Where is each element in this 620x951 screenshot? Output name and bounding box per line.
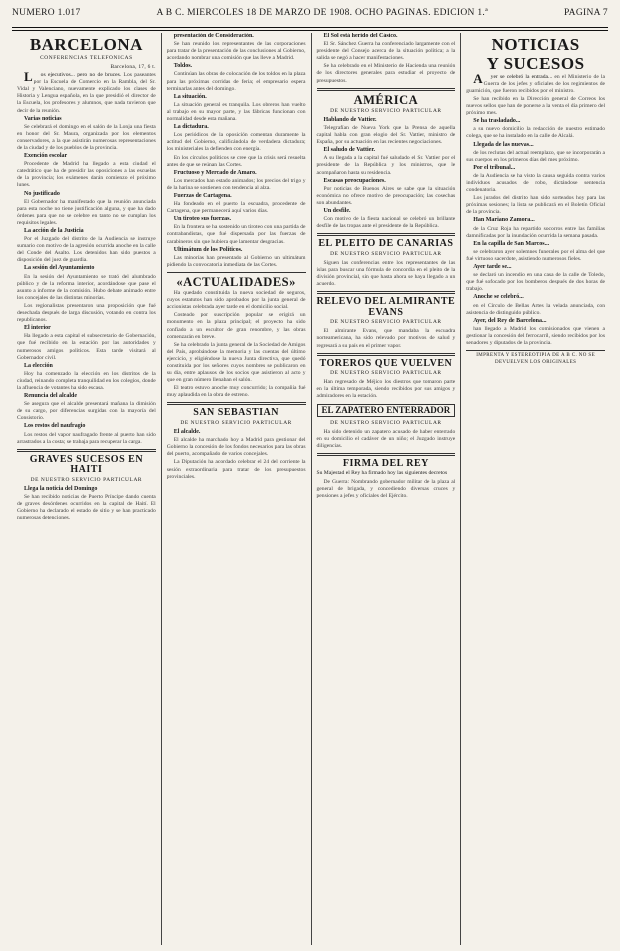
- article-paragraph: Los mercados han estado animados; los precios del trigo y de la harina se sostienen con tendencia al alza.: [166, 177, 306, 191]
- section-subtitle-haiti: DE NUESTRO SERVICIO PARTICULAR: [30, 476, 143, 483]
- section-subtitle-pleito: DE NUESTRO SERVICIO PARTICULAR: [330, 250, 442, 257]
- article-heading: Un tiroteo sus fuerzas.: [173, 216, 231, 223]
- article-paragraph: Continúan las obras de colocación de los toldos en la plaza para las próximas corridas de feria; el empresario espera terminarlas antes del domingo.: [166, 71, 306, 92]
- article-paragraph: Se han recibido noticias de Puerto Príncipe dando cuenta de graves desórdenes ocurridos en la capital de Haití. El Gobierno ha declarado el estado de sitio y se han practicado numerosas detenciones.: [17, 493, 156, 522]
- article-heading: Llegada de las nuevas...: [473, 141, 534, 148]
- dateline: Barcelona, 17, 6 t.: [110, 63, 156, 70]
- section-title-relevo-evans: RELEVO DEL ALMIRANTE EVANS: [316, 296, 456, 318]
- article-paragraph: La Diputación ha acordado celebrar el 24 del corriente la sesión extraordinaria para tratar de los presupuestos provinciales.: [166, 459, 306, 480]
- section-title-san-sebastian: SAN SEBASTIAN: [193, 407, 279, 419]
- article-paragraph: Costeado por suscripción popular se erigirá un monumento en la plaza principal; el proyecto ha sido confiado a un escultor de gran renombre, y las obras comenzarán en breve.: [166, 312, 306, 340]
- columns: [12, 33, 610, 945]
- article-paragraph: Se asegura que el alcalde presentará mañana la dimisión de su cargo, por diferencias surgidas con la mayoría del Consistorio.: [17, 401, 156, 422]
- article-heading: Ayer tarde se...: [473, 264, 512, 271]
- section-divider: [167, 402, 306, 405]
- article-heading: Fructuoso y Mercado de Amaro.: [173, 169, 257, 176]
- section-divider: [317, 291, 456, 294]
- article-heading: Varias noticias: [24, 115, 62, 122]
- article-paragraph: de la Audiencia se ha visto la causa seguida contra varios individuos acusados de robo, dictándose sentencia condenatoria.: [466, 172, 605, 194]
- article-paragraph: En los círculos políticos se cree que la crisis será resuelta antes de que se reúnan las Cortes.: [166, 154, 306, 168]
- article-heading: Los restos del naufragio: [24, 423, 86, 430]
- article-heading: Hablando de Vattier.: [323, 116, 377, 123]
- section-subtitle-relevo: DE NUESTRO SERVICIO PARTICULAR: [330, 319, 442, 326]
- page-number: PAGINA 7: [563, 8, 608, 18]
- article-paragraph: Procedente de Madrid ha llegado a esta ciudad el catedrático que ha de presidir las oposiciones a las escuelas de la provincia; los exámenes darán comienzo el próximo lunes.: [17, 161, 156, 189]
- article-paragraph: Se han recibido en la Dirección general de Correos los nuevos sellos que han de ponerse a la venta el día primero del próximo mes.: [466, 95, 605, 117]
- section-divider: [167, 272, 306, 273]
- issue-number: NUMERO 1.017: [12, 8, 81, 18]
- article-paragraph: Ha llegado a esta capital el subsecretario de Gobernación, que fué recibido en la estación por las autoridades y numerosos amigos políticos. Esta tarde visitará al Gobernador civil.: [17, 333, 156, 361]
- section-subtitle-san-sebastian: DE NUESTRO SERVICIO PARTICULAR: [180, 419, 292, 426]
- section-subtitle-toreros: DE NUESTRO SERVICIO PARTICULAR: [330, 370, 442, 377]
- section-title-firma-rey: FIRMA DEL REY: [342, 457, 429, 469]
- article-paragraph: Con motivo de la fiesta nacional se celebró un brillante desfile de las tropas ante el presidente de la República.: [316, 216, 456, 230]
- article-paragraph: La situación general es tranquila. Los obreros han vuelto al trabajo en su mayor parte, y las fábricas funcionan con normalidad desde esta mañana.: [166, 101, 306, 123]
- article-heading: Anoche se celebró...: [473, 294, 524, 301]
- article-heading: Han Mariano Zamora...: [473, 217, 535, 224]
- article-paragraph: Las minorías han presentado al Gobierno un ultimátum pidiendo la convocatoria inmediata de las Cortes.: [166, 254, 306, 268]
- article-paragraph: Los jurados del distrito han sido sorteados hoy para las próximas sesiones; la lista se publicará en el Boletín Oficial de la provincia.: [466, 195, 605, 216]
- article-paragraph: En la sesión del Ayuntamiento se trató del alumbrado público y de la reforma interior, acordándose que pase el asunto a informe de la comisión. Hubo debate animado entre los concejales de las distintas minorías.: [17, 273, 156, 301]
- section-subtitle-conferencias: CONFERENCIAS TELEFONICAS: [40, 54, 133, 61]
- article-heading: La acción de la Justicia: [24, 228, 84, 234]
- article-heading: Llega la noticia del Domingo: [24, 485, 98, 492]
- section-title-toreros: TOREROS QUE VUELVEN: [319, 357, 453, 369]
- article-heading: No justificado: [24, 190, 60, 197]
- article-heading: Renuncia del alcalde: [24, 393, 78, 400]
- article-paragraph: Se ha celebrado en el Ministerio de Hacienda una reunión de los directores generales para estudiar el proyecto de presupuestos.: [316, 63, 456, 84]
- article-heading: Toldos.: [173, 63, 193, 70]
- section-title-haiti: GRAVES SUCESOS EN HAITI: [29, 453, 144, 476]
- column-3: [312, 33, 462, 945]
- article-heading: Escasas preocupaciones.: [323, 177, 386, 184]
- section-divider: [317, 353, 456, 356]
- article-paragraph: Ha quedado constituida la nueva sociedad de seguros, cuyos estatutos han sido aprobados por la junta general de accionistas celebrada ayer tarde en el domicilio social.: [166, 290, 306, 311]
- article-heading: Fuerzas de Cartagena.: [173, 192, 232, 199]
- article-paragraph: Se celebrará el domingo en el salón de la Lonja una fiesta en honor del Sr. Maura, organizada por los elementos conservadores, a la que asistirán numerosas representaciones de la ciudad y de los pueblos de la provincia.: [17, 123, 156, 151]
- article-heading: Por el tribunal...: [473, 164, 516, 171]
- article-paragraph: Ha sido detenido un zapatero acusado de haber enterrado en su domicilio el cadáver de un niño; el Juzgado instruye diligencias.: [316, 428, 456, 449]
- article-paragraph: El Gobernador ha manifestado que la reunión anunciada para esta noche no tiene justificación alguna, y que ha dado órdenes para que no se celebre en tanto no se cumplan los requisitos legales.: [17, 198, 156, 226]
- article-paragraph: El teatro estuvo anoche muy concurrido; la compañía fué muy aplaudida en la obra de estreno.: [166, 385, 306, 399]
- article-paragraph: Ayer se celebró la entrada... en el Ministerio de la Guerra de los jefes y oficiales de los regimientos de guarnición, que fueron recibidos por el ministro.: [466, 70, 606, 94]
- article-heading: Ultimátum de los Políticos.: [173, 246, 243, 253]
- article-paragraph: Los ejecutivos... pero no de bruces. Los paseantes por la Escuela de Comercio en la Rambla, del Sr. Vidal y Valenciano, nuevamente explicado los clases de Historia y Lengua española, en la que presidió el director de la Escuela, los profesores y alumnos, que nada tuvieron que decir de la reunión.: [17, 69, 156, 114]
- article-paragraph: Los periódicos de la oposición comentan duramente la actitud del Gobierno, calificándola de verdadera dictadura; los ministeriales la defienden con energía.: [166, 132, 306, 153]
- masthead-rule: [12, 27, 608, 31]
- article-paragraph: Telegrafían de Nueva York que la Prensa de aquella capital habla con gran elogio del Sr. Vattier, ministro de España, por su actuación en las recientes negociaciones.: [316, 124, 456, 146]
- masthead-date-line: A B C. MIERCOLES 18 DE MARZO DE 1908. OCHO PAGINAS. EDICION 1.ª: [156, 8, 489, 18]
- article-paragraph: a su nuevo domicilio la redacción de nuestro estimado colega, que se ha instalado en la calle de Alcalá.: [466, 126, 605, 140]
- article-paragraph: Su Majestad el Rey ha firmado hoy las siguientes decretos: [316, 470, 448, 477]
- section-subtitle-zapatero: DE NUESTRO SERVICIO PARTICULAR: [330, 419, 442, 426]
- article-heading: La elección: [24, 362, 53, 369]
- article-paragraph: Los regionalistas presentaron una proposición que fué desechada después de larga discusión, votando en contra los republicanos.: [17, 302, 156, 324]
- section-divider: [317, 233, 456, 236]
- section-divider: [17, 449, 156, 452]
- article-paragraph: Siguen las conferencias entre los representantes de las islas para buscar una fórmula de concordia en el pleito de la división provincial, sin que hasta ahora se haya llegado a un acuerdo.: [316, 259, 456, 288]
- article-paragraph: Se han reunido los representantes de las corporaciones para tratar de la presentación de las conclusiones al Gobierno, acordando nombrar una comisión que las lleve a Madrid.: [166, 41, 306, 62]
- article-paragraph: se celebraron ayer solemnes funerales por el alma del que fué virtuoso sacerdote, asistiendo numerosos fieles.: [466, 248, 605, 262]
- article-heading: La dictadura.: [173, 124, 209, 131]
- section-title-barcelona: BARCELONA: [29, 35, 143, 54]
- section-title-pleito-canarias: EL PLEITO DE CANARIAS: [318, 238, 454, 250]
- article-paragraph: Ha fondeado en el puerto la escuadra, procedente de Cartagena, que permanecerá aquí varios días.: [166, 201, 306, 215]
- section-title-actualidades: «ACTUALIDADES»: [176, 274, 296, 289]
- masthead: [12, 0, 608, 26]
- article-paragraph: en el Círculo de Bellas Artes la velada anunciada, con asistencia de distinguido público.: [466, 302, 605, 316]
- section-title-noticias: NOTICIAS: [491, 35, 580, 54]
- article-heading: Ayer, del Rey de Barcelona...: [473, 317, 547, 324]
- article-heading: En la capilla de San Marcos...: [473, 240, 550, 247]
- section-subtitle-america: DE NUESTRO SERVICIO PARTICULAR: [330, 107, 442, 114]
- article-heading: La sesión del Ayuntamiento: [24, 265, 95, 272]
- section-divider: [317, 453, 456, 456]
- article-heading: El alcalde.: [173, 429, 201, 436]
- column-1: [12, 33, 162, 945]
- article-paragraph: Por el Juzgado del distrito de la Audiencia se instruye sumario con motivo de la agresión ocurrida anoche en la calle del Conde del Asalto. Los detenidos han sido puestos a disposición del juez de guardia.: [17, 236, 156, 264]
- article-paragraph: de los reclutas del actual reemplazo, que se incorporarán a sus cuerpos en los primeros días del mes próximo.: [466, 149, 605, 163]
- article-heading: Un desfile.: [323, 208, 351, 214]
- article-paragraph: El alcalde ha marchado hoy a Madrid para gestionar del Gobierno la concesión de los fondos necesarios para las obras del puerto, acompañado de varios concejales.: [166, 437, 306, 458]
- article-heading: La situación.: [173, 93, 207, 100]
- article-paragraph: se declaró un incendio en una casa de la calle de Toledo, que fué sofocado por los bomberos después de dos horas de trabajo.: [466, 272, 605, 293]
- article-paragraph: Hoy ha comenzado la elección en los distritos de la ciudad, reinando completa tranquilidad en los colegios, donde la afluencia de votantes ha sido escasa.: [17, 370, 156, 391]
- section-title-america: AMÉRICA: [353, 92, 419, 107]
- article-paragraph: Se ha celebrado la junta general de la Sociedad de Amigos del País, aprobándose la memoria y las cuentas del último ejercicio, y eligiéndose la nueva Junta directiva, que quedó constituida por los señores cuyos nombres se publicaron en su día, entre aplausos de los socios que asistieron al acto y que en gran número llenaban el salón.: [166, 341, 306, 384]
- article-paragraph: A su llegada a la capital fué saludado el Sr. Vattier por el presidente de la República y los ministros, que le acompañaron hasta su residencia.: [316, 155, 456, 176]
- article-paragraph: Por noticias de Buenos Aires se sabe que la situación económica no ofrece motivo de preocupación; las cosechas son abundantes.: [316, 185, 456, 206]
- article-heading: Se ha trasladado...: [473, 118, 521, 125]
- article-heading: El Sol está herido del Cásico.: [323, 33, 398, 39]
- article-paragraph: En la frontera se ha sostenido un tiroteo con una partida de contrabandistas, que fué dispersada por las fuerzas de carabineros sin que hubiera que lamentar desgracias.: [166, 224, 306, 245]
- article-heading: El saludo de Vattier.: [323, 147, 375, 154]
- article-paragraph: Los restos del vapor naufragado frente al puerto han sido arrastrados a la costa; se trabaja para recuperar la carga.: [17, 431, 156, 445]
- section-divider: [317, 88, 456, 91]
- article-paragraph: El Sr. Sánchez Guerra ha conferenciado largamente con el presidente del Consejo acerca de la situación política; a la salida se negó a hacer manifestaciones.: [316, 41, 456, 62]
- section-title-zapatero: EL ZAPATERO ENTERRADOR: [317, 404, 456, 417]
- article-paragraph: Han regresado de Méjico los diestros que tomaron parte en la última temporada, siendo recibidos por sus amigos y admiradores en la estación.: [316, 379, 456, 400]
- column-2: [162, 33, 312, 945]
- article-heading: presentación de Consideración.: [173, 33, 254, 39]
- article-paragraph: de la Cruz Roja ha repartido socorros entre las familias damnificadas por la inundación ocurrida la semana pasada.: [466, 225, 605, 239]
- article-heading: Exención escolar: [24, 153, 68, 160]
- section-title-sucesos: Y SUCESOS: [486, 53, 585, 73]
- column-4: [461, 33, 610, 945]
- article-paragraph: De Guerra: Nombrando gobernador militar de la plaza al general de brigada, y concediendo diversas cruces y pensiones a jefes y oficiales del Ejército.: [316, 478, 456, 499]
- printer-footer: IMPRENTA Y ESTEREOTIPIA DE A B C. NO SE DEVUELVEN LOS ORIGINALES: [466, 350, 605, 366]
- article-heading: El interior: [24, 325, 51, 332]
- article-paragraph: han llegado a Madrid los comisionados que vienen a gestionar la concesión del ferrocarril, siendo recibidos por los senadores y diputados de la provincia.: [466, 325, 605, 346]
- article-paragraph: El almirante Evans, que mandaba la escuadra norteamericana, ha sido relevado por motivos de salud y regresará a su país en el primer vapor.: [316, 328, 456, 349]
